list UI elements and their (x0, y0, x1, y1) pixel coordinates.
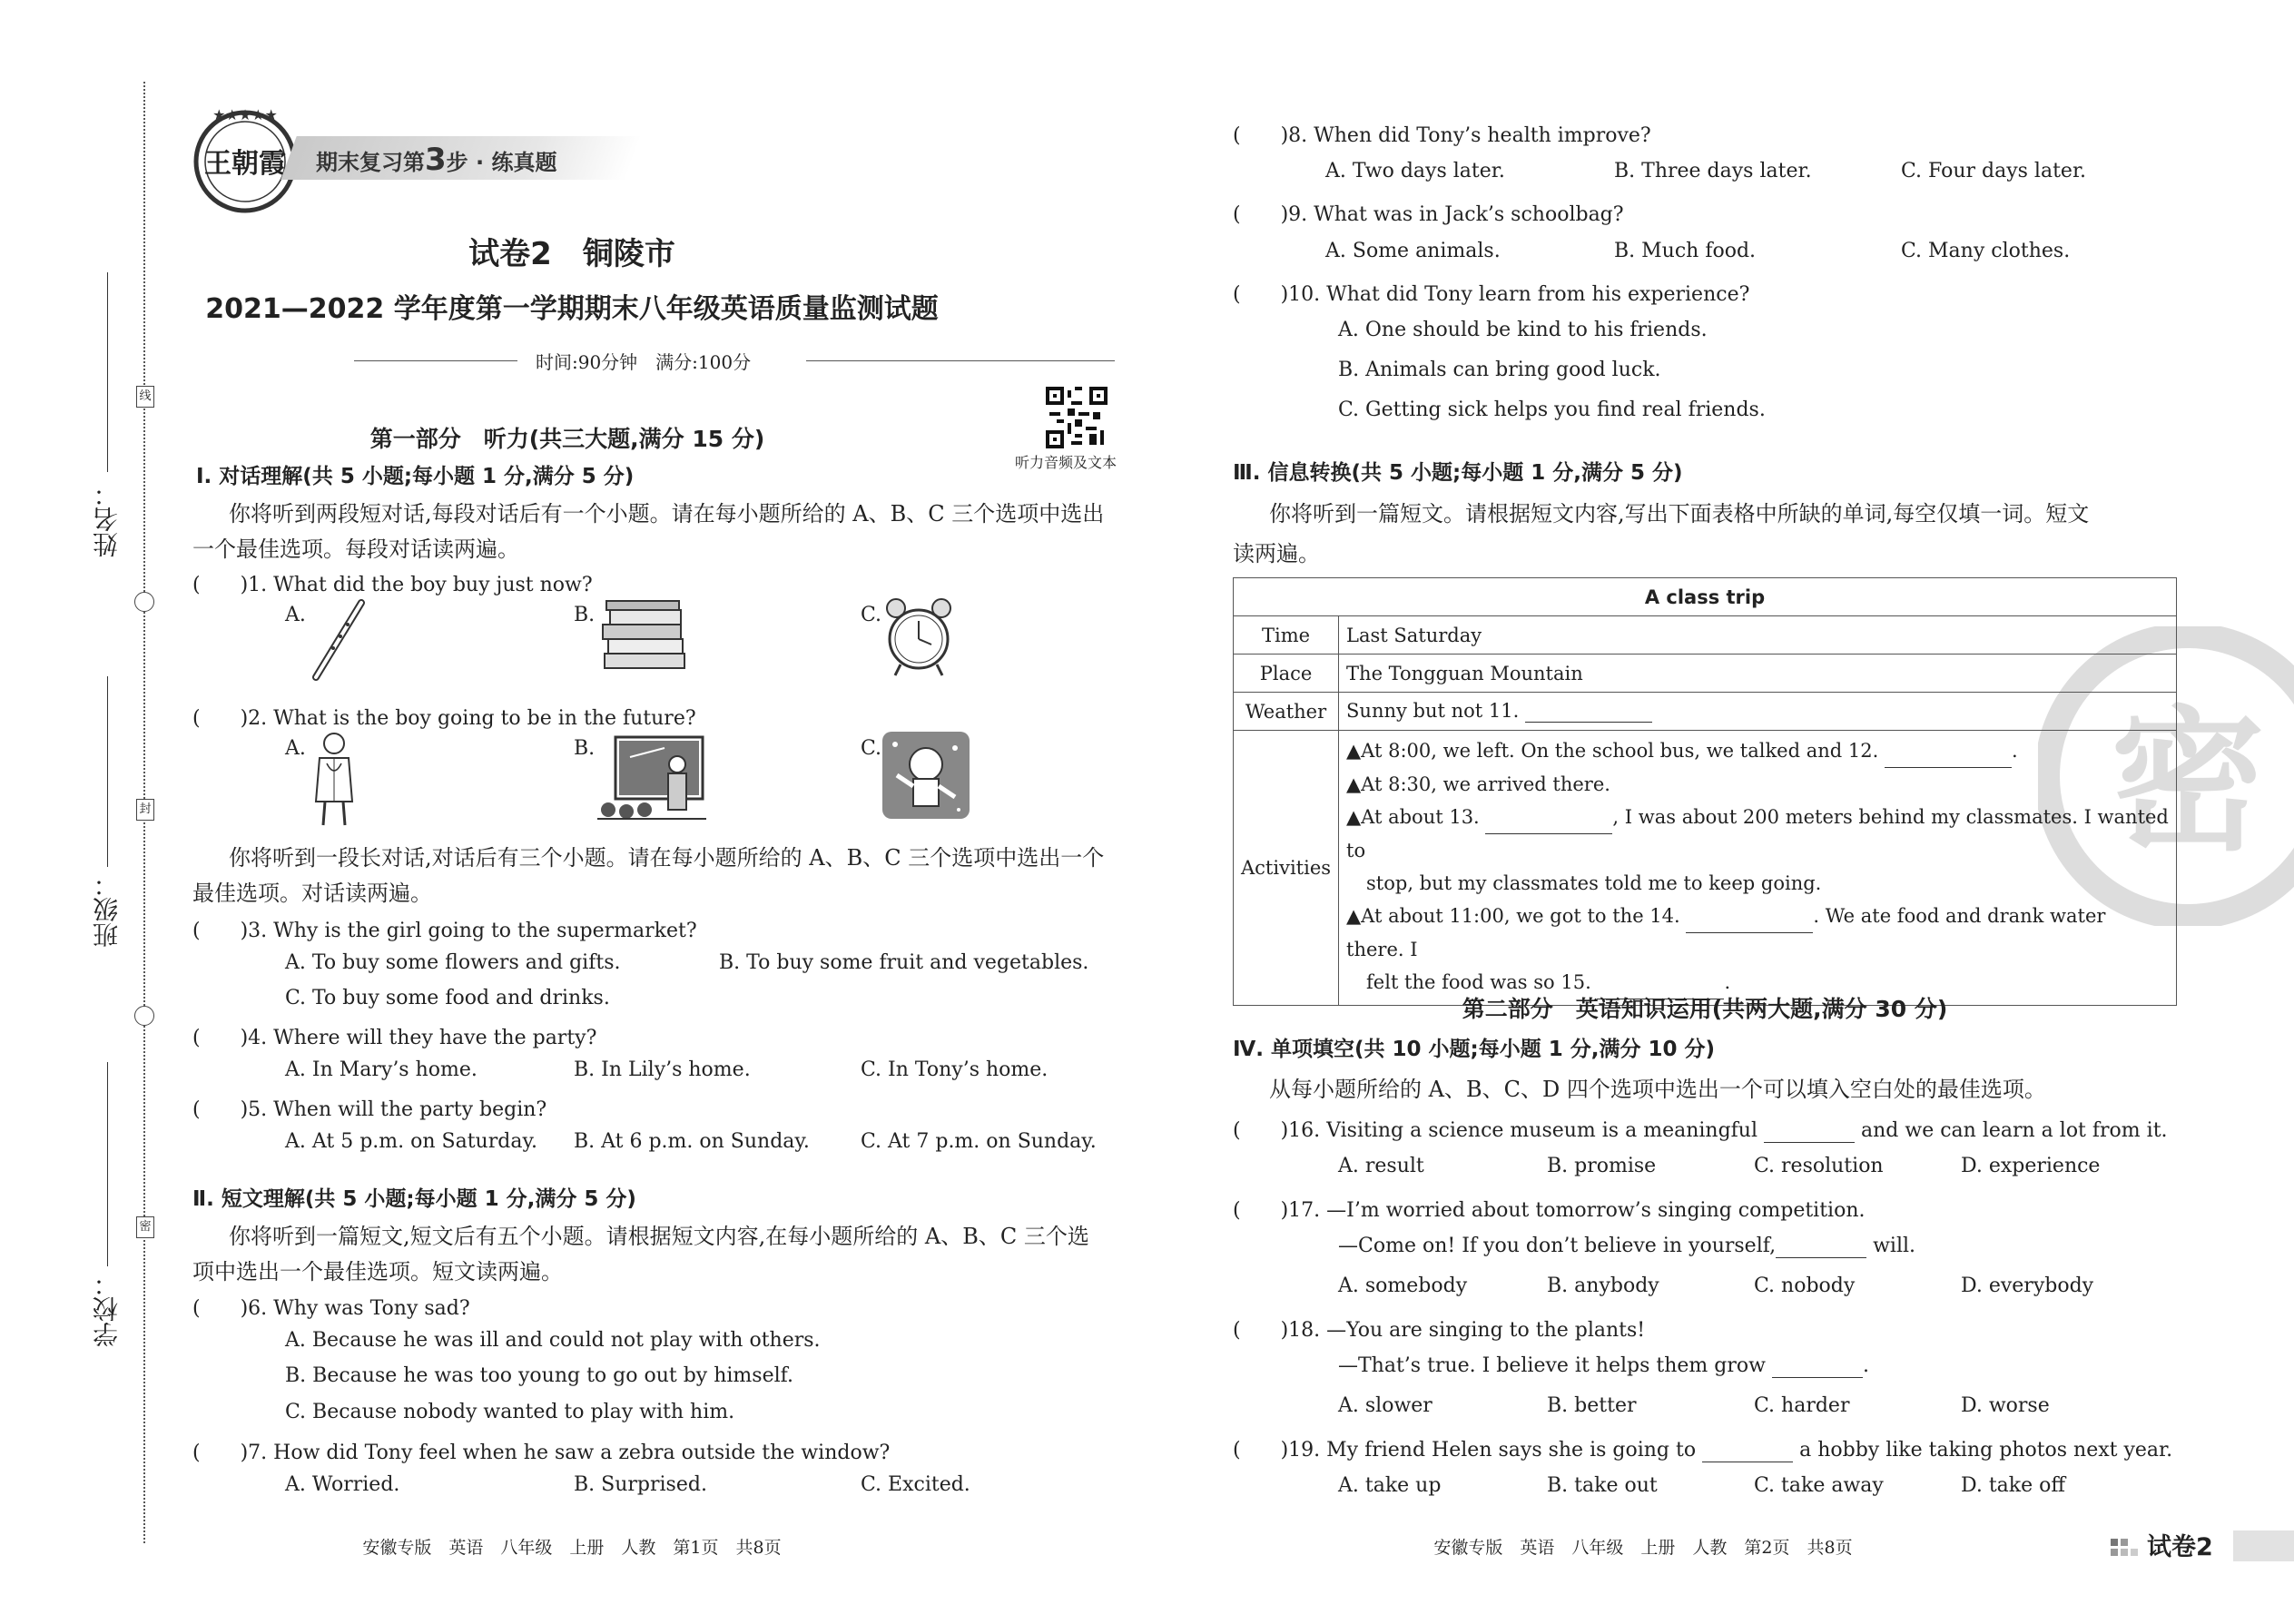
sec3-intro: 读两遍。 (1233, 541, 1320, 566)
option-b: B. At 6 p.m. on Sunday. (574, 1130, 810, 1153)
paper-title: 试卷2 铜陵市 (468, 236, 675, 272)
blank-13[interactable] (1485, 801, 1612, 834)
page-footer-right: 安徽专版 英语 八年级 上册 人教 第2页 共8页 (1433, 1538, 1853, 1558)
question-16: ( )16. Visiting a science museum is a meaningful and we can learn a lot from it. (1233, 1119, 2168, 1142)
option-label: B. (574, 737, 596, 760)
part2-title: 第二部分 英语知识运用(共两大题,满分 30 分) (1462, 996, 1948, 1022)
option-a: A. At 5 p.m. on Saturday. (285, 1130, 537, 1153)
option-label: A. (285, 737, 306, 760)
option-c: C. Getting sick helps you find real friends. (1338, 399, 1766, 421)
blank-16[interactable] (1764, 1119, 1855, 1143)
question-18-reply: —That’s true. I believe it helps them grow . (1338, 1354, 1869, 1377)
option-a: A. somebody (1338, 1275, 1468, 1297)
question-6: ( )6. Why was Tony sad? (192, 1297, 470, 1320)
svg-text:密: 密 (2110, 693, 2266, 872)
option-c: C. Excited. (861, 1473, 970, 1496)
tag-bar (2233, 1530, 2294, 1561)
question-10: ( )10. What did Tony learn from his experience? (1233, 283, 1750, 306)
question-17-reply: —Come on! If you don’t believe in yourself, will. (1338, 1235, 1916, 1257)
option-c: C. Four days later. (1901, 160, 2087, 182)
option-a: A. slower (1338, 1394, 1433, 1417)
option-a: A. Worried. (285, 1473, 400, 1496)
books-image[interactable] (599, 599, 690, 675)
name-label: 姓名： (92, 481, 122, 557)
exam-title: 2021—2022 学年度第一学期期末八年级英语质量监测试题 (205, 293, 939, 325)
school-field[interactable] (107, 1062, 108, 1266)
option-b: B. To buy some fruit and vegetables. (719, 951, 1089, 974)
option-b: B. Animals can bring good luck. (1338, 359, 1661, 381)
option-a: A. result (1338, 1155, 1424, 1177)
alarm-clock-image[interactable] (882, 595, 955, 683)
sec1-title: Ⅰ. 对话理解(共 5 小题;每小题 1 分,满分 5 分) (196, 465, 635, 488)
option-c: C. In Tony’s home. (861, 1058, 1049, 1081)
sec4-intro: 从每小题所给的 A、B、C、D 四个选项中选出一个可以填入空白处的最佳选项。 (1269, 1077, 2046, 1102)
option-d: D. take off (1961, 1474, 2066, 1497)
sec1-intro: 一个最佳选项。每段对话读两遍。 (192, 536, 519, 562)
option-b: B. Surprised. (574, 1473, 707, 1496)
option-c: C. At 7 p.m. on Sunday. (861, 1130, 1097, 1153)
class-trip-table (1233, 577, 2177, 1006)
option-c: C. harder (1754, 1394, 1850, 1417)
school-label: 学校： (92, 1271, 122, 1347)
sec3-intro: 你将听到一篇短文。请根据短文内容,写出下面表格中所缺的单词,每空仅填一词。短文 (1269, 501, 2090, 527)
option-label: C. (861, 737, 882, 760)
part1-title: 第一部分 听力(共三大题,满分 15 分) (369, 426, 765, 452)
blank-19[interactable] (1702, 1439, 1793, 1462)
divider (354, 360, 517, 361)
divider (806, 360, 1115, 361)
option-b: B. Because he was too young to go out by himself. (285, 1364, 793, 1387)
sec1-intro: 最佳选项。对话读两遍。 (192, 881, 432, 906)
option-c: C. Because nobody wanted to play with him. (285, 1401, 735, 1423)
option-b: B. Three days later. (1614, 160, 1812, 182)
qr-label: 听力音频及文本 (1015, 454, 1117, 471)
blank-14[interactable] (1686, 900, 1813, 933)
weather-label: Weather (1234, 693, 1339, 731)
sec1-intro: 你将听到一段长对话,对话后有三个小题。请在每小题所给的 A、B、C 三个选项中选出一个 (229, 845, 1105, 871)
option-a: A. Because he was ill and could not play with others. (285, 1329, 821, 1352)
doctor-image[interactable] (307, 731, 361, 834)
option-label: A. (285, 604, 306, 626)
option-b: B. In Lily’s home. (574, 1058, 751, 1081)
option-d: D. experience (1961, 1155, 2101, 1177)
question-9: ( )9. What was in Jack’s schoolbag? (1233, 203, 1624, 226)
option-label: C. (861, 604, 882, 626)
astronaut-image[interactable] (882, 732, 970, 822)
time-value: Last Saturday (1339, 616, 2177, 655)
question-5: ( )5. When will the party begin? (192, 1098, 547, 1121)
exam-meta: 时间:90分钟 满分:100分 (536, 351, 752, 373)
seal-mark-xian: 线 (136, 386, 154, 408)
option-c: C. Many clothes. (1901, 240, 2071, 262)
class-field[interactable] (107, 676, 108, 867)
option-a: A. To buy some flowers and gifts. (285, 951, 621, 974)
option-label: B. (574, 604, 596, 626)
blank-17[interactable] (1776, 1235, 1866, 1258)
blank-18[interactable] (1772, 1354, 1863, 1378)
question-17: ( )17. —I’m worried about tomorrow’s singing competition. (1233, 1199, 1866, 1222)
table-title: A class trip (1234, 578, 2177, 616)
option-c: C. take away (1754, 1474, 1884, 1497)
activities-label: Activities (1234, 731, 1339, 1006)
flute-image[interactable] (307, 599, 370, 684)
question-7: ( )7. How did Tony feel when he saw a zebra outside the window? (192, 1442, 891, 1464)
svg-text:王朝霞: 王朝霞 (204, 148, 286, 180)
sec2-intro: 你将听到一篇短文,短文后有五个小题。请根据短文内容,在每小题所给的 A、B、C 三个选 (229, 1224, 1089, 1249)
class-label: 班级： (92, 871, 122, 948)
question-3: ( )3. Why is the girl going to the supermarket? (192, 920, 697, 942)
weather-row: Sunny but not 11. (1339, 693, 2177, 731)
question-19: ( )19. My friend Helen says she is going to a hobby like taking photos next year. (1233, 1439, 2173, 1462)
question-18: ( )18. —You are singing to the plants! (1233, 1319, 1646, 1342)
binding-ring (134, 1006, 154, 1026)
binding-ring (134, 592, 154, 612)
seal-mark-mi: 密 (136, 1216, 154, 1238)
place-value: The Tongguan Mountain (1339, 655, 2177, 693)
brand-logo (186, 100, 304, 218)
teacher-image[interactable] (597, 733, 706, 824)
option-d: D. everybody (1961, 1275, 2094, 1297)
option-a: A. One should be kind to his friends. (1338, 319, 1708, 341)
tag-dots (2111, 1535, 2138, 1559)
sec1-intro: 你将听到两段短对话,每段对话后有一个小题。请在每小题所给的 A、B、C 三个选项中选出 (229, 501, 1105, 527)
sec4-title: Ⅳ. 单项填空(共 10 小题;每小题 1 分,满分 10 分) (1233, 1038, 1716, 1061)
option-d: D. worse (1961, 1394, 2050, 1417)
place-label: Place (1234, 655, 1339, 693)
activities-cell: ▲At 8:00, we left. On the school bus, we talked and 12. . ▲At 8:30, we arrived there. ▲At about 13. , I was about 200 meters behind my classmates. I wanted to stop, but my classmates told me to keep going. ▲At about 11:00, we got to the 14. . We ate food and drank water there. I felt the food was so 15. . (1339, 731, 2177, 1006)
question-4: ( )4. Where will they have the party? (192, 1027, 597, 1049)
option-a: A. Two days later. (1325, 160, 1505, 182)
sec2-intro: 项中选出一个最佳选项。短文读两遍。 (192, 1259, 563, 1284)
option-b: B. Much food. (1614, 240, 1757, 262)
option-c: C. To buy some food and drinks. (285, 987, 610, 1009)
question-1: ( )1. What did the boy buy just now? (192, 574, 593, 596)
sec3-title: Ⅲ. 信息转换(共 5 小题;每小题 1 分,满分 5 分) (1233, 461, 1683, 485)
banner-text: 期末复习第3步 · 练真题 (316, 142, 557, 178)
sec2-title: Ⅱ. 短文理解(共 5 小题;每小题 1 分,满分 5 分) (192, 1187, 636, 1211)
seal-mark-feng: 封 (136, 799, 154, 821)
option-b: B. take out (1547, 1474, 1658, 1497)
option-b: B. better (1547, 1394, 1637, 1417)
option-b: B. promise (1547, 1155, 1657, 1177)
question-8: ( )8. When did Tony’s health improve? (1233, 124, 1651, 147)
page-footer-left: 安徽专版 英语 八年级 上册 人教 第1页 共8页 (362, 1538, 782, 1558)
blank-11[interactable] (1525, 700, 1652, 723)
option-c: C. nobody (1754, 1275, 1856, 1297)
blank-12[interactable] (1885, 734, 2012, 768)
paper-tag: 试卷2 (2147, 1533, 2213, 1561)
option-a: A. In Mary’s home. (285, 1058, 478, 1081)
option-a: A. take up (1338, 1474, 1442, 1497)
question-2: ( )2. What is the boy going to be in the future? (192, 707, 696, 730)
option-b: B. anybody (1547, 1275, 1659, 1297)
time-label: Time (1234, 616, 1339, 655)
option-a: A. Some animals. (1325, 240, 1501, 262)
option-c: C. resolution (1754, 1155, 1884, 1177)
svg-text:★★★★★: ★★★★★ (212, 106, 278, 123)
